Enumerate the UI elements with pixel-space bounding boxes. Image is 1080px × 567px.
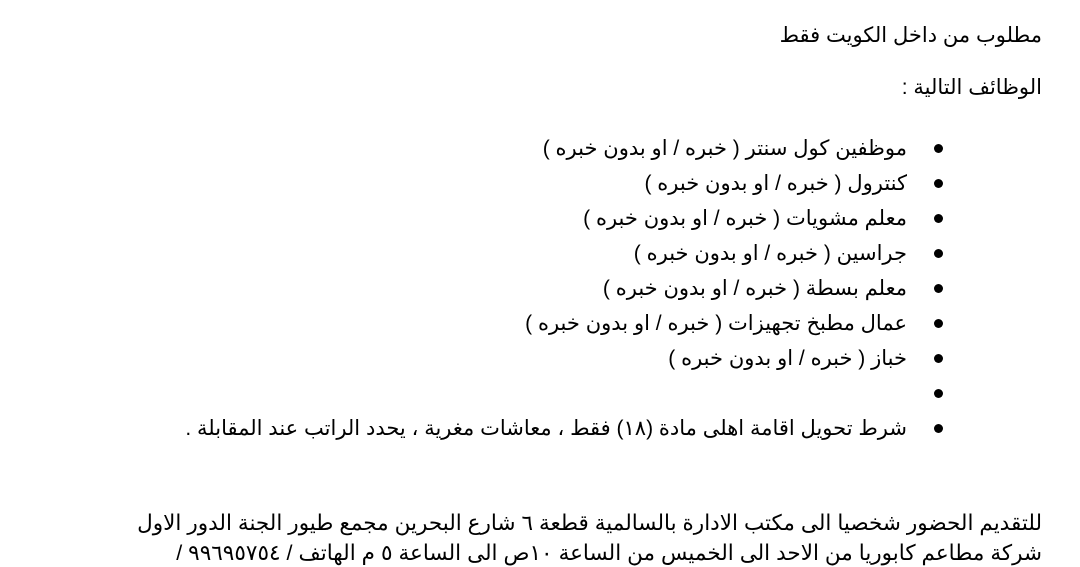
bullet-icon	[934, 354, 943, 363]
list-item-text: كنترول ( خبره / او بدون خبره )	[644, 172, 907, 195]
bullet-icon	[934, 144, 943, 153]
bullet-icon	[934, 424, 943, 433]
list-item	[185, 135, 943, 170]
list-item	[185, 345, 943, 380]
list-item	[185, 205, 943, 240]
list-item-condition	[185, 415, 943, 450]
list-item-text: جراسين ( خبره / او بدون خبره )	[633, 242, 907, 265]
list-item-text: موظفين كول سنتر ( خبره / او بدون خبره )	[542, 137, 907, 160]
list-item-text: عمال مطبخ تجهيزات ( خبره / او بدون خبره )	[525, 312, 907, 335]
list-item-text: معلم مشويات ( خبره / او بدون خبره )	[583, 207, 907, 230]
bullet-icon	[934, 319, 943, 328]
heading-jobs-list: الوظائف التالية :	[901, 76, 1042, 99]
list-item	[185, 310, 943, 345]
footer-address: للتقديم الحضور شخصيا الى مكتب الادارة بالسالمية قطعة ٦ شارع البحرين مجمع طيور الجنة الدور الاول	[137, 511, 1042, 535]
list-item-text: معلم بسطة ( خبره / او بدون خبره )	[602, 277, 907, 300]
list-item-text: خباز ( خبره / او بدون خبره )	[668, 347, 907, 370]
list-item	[185, 275, 943, 310]
bullet-icon	[934, 179, 943, 188]
heading-kuwait-only: مطلوب من داخل الكويت فقط	[779, 24, 1042, 47]
bullet-icon	[934, 214, 943, 223]
bullet-icon	[934, 249, 943, 258]
list-item-empty	[185, 380, 943, 415]
footer-contact: شركة مطاعم كابوريا من الاحد الى الخميس من الساعة ١٠ص الى الساعة ٥ م الهاتف / ٩٩٦٩٥٧٥٤ /	[176, 541, 1042, 565]
list-item-text: شرط تحويل اقامة اهلى مادة (١٨) فقط ، معاشات مغرية ، يحدد الراتب عند المقابلة .	[185, 417, 907, 440]
bullet-icon	[934, 284, 943, 293]
bullet-icon	[934, 389, 943, 398]
list-item	[185, 240, 943, 275]
jobs-list	[185, 135, 943, 450]
list-item	[185, 170, 943, 205]
